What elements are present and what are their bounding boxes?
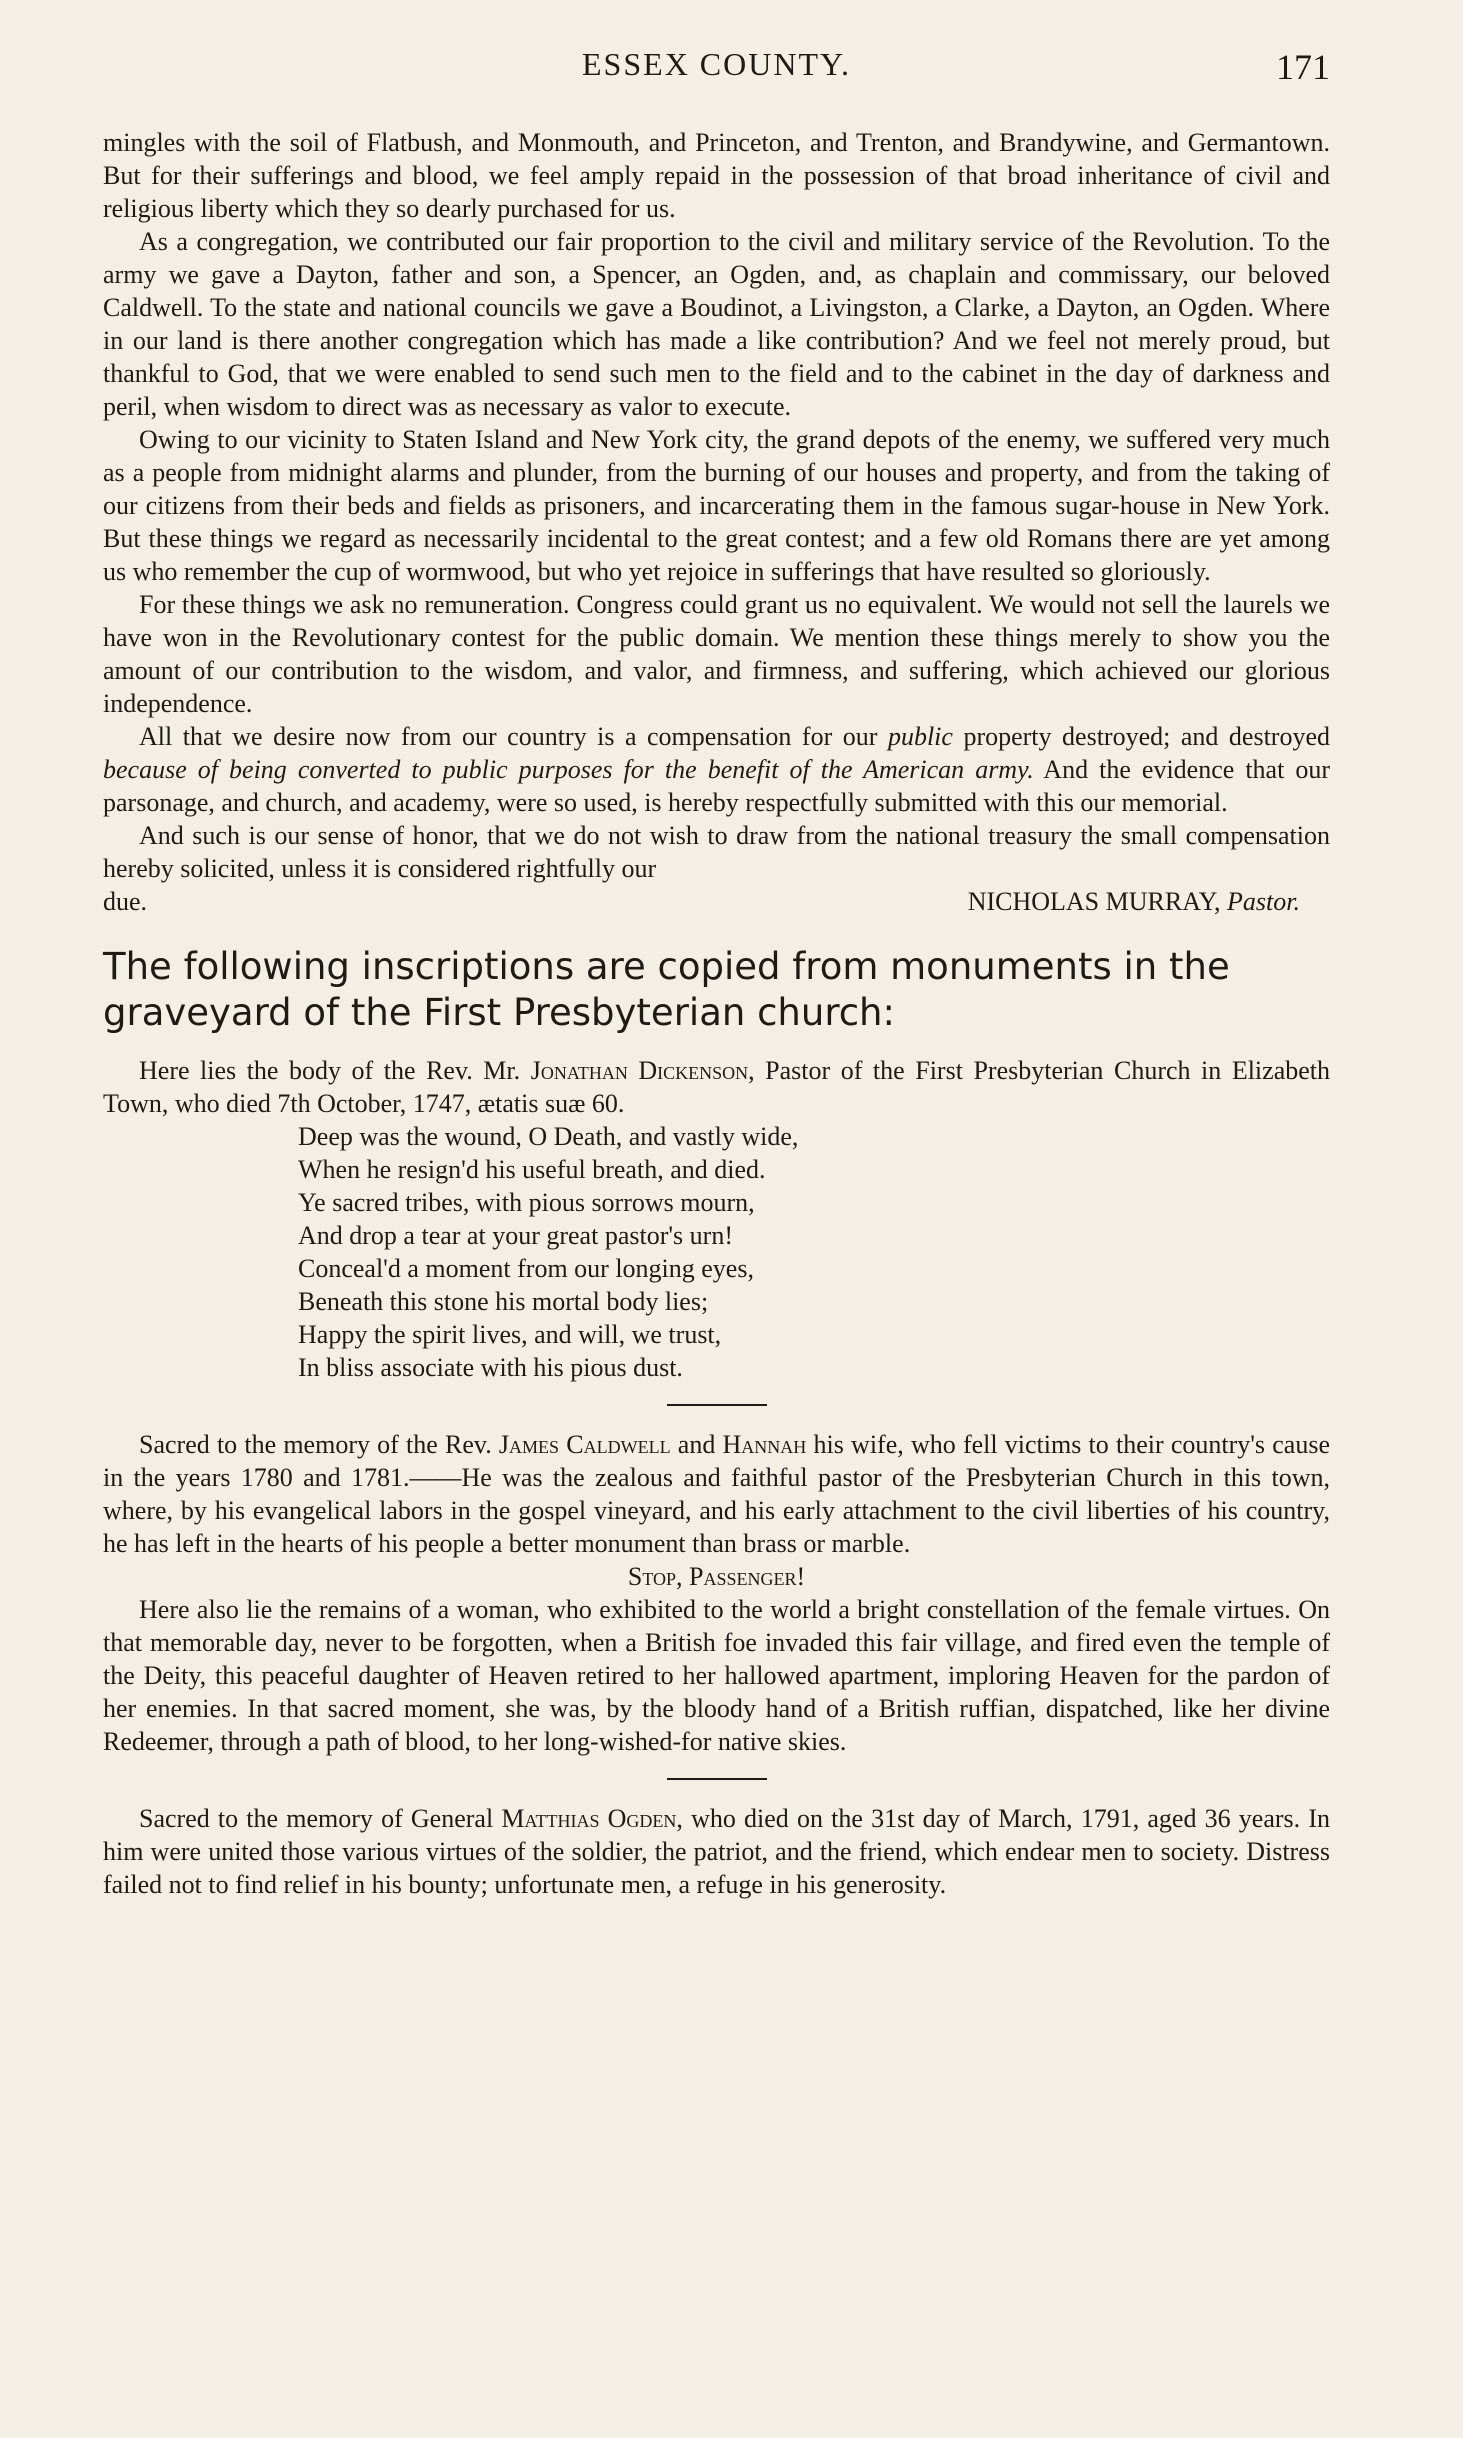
memorial-p6-end: due.: [103, 887, 148, 916]
section-divider: [667, 1404, 767, 1406]
signature: [968, 885, 1330, 918]
memorial-paragraph-2: As a congregation, we contributed our fair proportion to the civil and military service of the Revolution. To the army we gave a Dayton, father and son, a Spencer, an Ogden, and, as chaplain and commissary, our beloved Caldwell. To the state and national councils we gave a Boudinot, a Livingston, a Clarke, a Dayton, an Ogden. Where in our land is there another congregation which has made a like contribution? And we feel not merely proud, but thankful to God, that we were enabled to send such men to the field and to the cabinet in the day of darkness and peril, when wisdom to direct was as necessary as valor to execute.: [103, 227, 1330, 421]
section-divider: [667, 1778, 767, 1780]
memorial-p5-italic-public: public: [887, 722, 953, 751]
inscription2-text-a: Sacred to the memory of the Rev.: [139, 1430, 499, 1459]
inscriptions-heading: The following inscriptions are copied from monuments in the graveyard of the First Presbyterian church:: [103, 945, 1230, 1034]
poem-line: When he resign'd his useful breath, and died.: [298, 1155, 766, 1184]
running-title: ESSEX COUNTY.: [582, 46, 851, 82]
memorial-p5-text-c: property destroyed; and destroyed: [952, 722, 1330, 751]
inscription2-name-james: James Caldwell: [498, 1430, 671, 1459]
stop-passenger: Stop, Passenger!: [627, 1562, 806, 1591]
inscription3-text-a: Sacred to the memory of General: [139, 1804, 502, 1833]
poem-line: Conceal'd a moment from our longing eyes,: [298, 1254, 754, 1283]
inscription1-text-b: , Pastor of the First Presbyterian Church in Elizabeth Town, who died 7th October, 1747, ætatis suæ 60.: [103, 1056, 1330, 1118]
inscription-caldwell: [103, 1428, 1330, 1560]
inscription3-text-b: , who died on the 31st day of March, 1791, aged 36 years. In him were united those various virtues of the soldier, the patriot, and the friend, which endear men to society. Distress failed not to find relief in his bounty; unfortunate men, a refuge in his generosity.: [103, 1804, 1330, 1899]
epitaph-poem: [298, 1120, 1330, 1384]
memorial-paragraph-4: For these things we ask no remuneration. Congress could grant us no equivalent. We would not sell the laurels we have won in the Revolutionary contest for the public domain. We mention these things merely to show you the amount of our contribution to the wisdom, and valor, and firmness, and suffering, which achieved our glorious independence.: [103, 590, 1330, 718]
poem-line: Happy the spirit lives, and will, we trust,: [298, 1320, 722, 1349]
inscription1-text-a: Here lies the body of the Rev. Mr.: [139, 1056, 531, 1085]
inscription1-name: Jonathan Dickenson: [530, 1056, 749, 1085]
inscription-dickenson: [103, 1054, 1330, 1120]
memorial-paragraph-3: Owing to our vicinity to Staten Island and New York city, the grand depots of the enemy, we suffered very much as a people from midnight alarms and plunder, from the burning of our houses and property, and from the taking of our citizens from their beds and fields as prisoners, and incarcerating them in the famous sugar-house in New York. But these things we regard as necessarily incidental to the great contest; and a few old Romans there are yet among us who remember the cup of wormwood, but who yet rejoice in sufferings that have resulted so gloriously.: [103, 425, 1330, 586]
page-number: 171: [1276, 47, 1330, 87]
page-body: [103, 126, 1330, 1901]
signature-name: NICHOLAS MURRAY,: [967, 887, 1221, 916]
inscription3-name: Matthias Ogden: [501, 1804, 677, 1833]
memorial-paragraph-5: [103, 720, 1330, 819]
poem-line: Deep was the wound, O Death, and vastly wide,: [298, 1122, 799, 1151]
inscription-ogden: [103, 1802, 1330, 1901]
page-header: [103, 40, 1330, 90]
inscription-hannah: Here also lie the remains of a woman, who exhibited to the world a bright constellation of the female virtues. On that memorable day, never to be forgotten, when a British foe invaded this fair village, and fired even the temple of the Deity, this peaceful daughter of Heaven retired to her hallowed apartment, imploring Heaven for the pardon of her enemies. In that sacred moment, she was, by the bloody hand of a British ruffian, dispatched, like her divine Redeemer, through a path of blood, to her long-wished-for native skies.: [103, 1595, 1330, 1756]
memorial-p5-text-a: All that we desire now from our country is a compensation for our: [139, 722, 888, 751]
memorial-paragraph-1: mingles with the soil of Flatbush, and Monmouth, and Princeton, and Trenton, and Brandywine, and Germantown. But for their sufferings and blood, we feel amply repaid in the possession of that broad inheritance of civil and religious liberty which they so dearly purchased for us.: [103, 128, 1330, 223]
inscription2-name-hannah: Hannah: [722, 1430, 807, 1459]
poem-line: Beneath this stone his mortal body lies;: [298, 1287, 709, 1316]
memorial-p5-italic-purposes: because of being converted to public purposes for the benefit of the American army.: [103, 755, 1034, 784]
inscription2-text-b: and: [670, 1430, 723, 1459]
poem-line: Ye sacred tribes, with pious sorrows mourn,: [298, 1188, 755, 1217]
inscription2-text-c: his wife, who fell victims to their country's cause in the years 1780 and 1781.——He was the zealous and faithful pastor of the Presbyterian Church in this town, where, by his evangelical labors in the gospel vineyard, and his early attachment to the civil liberties of his country, he has left in the hearts of his people a better monument than brass or marble.: [103, 1430, 1330, 1558]
signature-title: Pastor.: [1227, 887, 1300, 916]
memorial-p5-text-e: And the evidence that our parsonage, and church, and academy, were so used, is hereby respectfully submitted with this our memorial.: [103, 755, 1330, 817]
poem-line: In bliss associate with his pious dust.: [298, 1353, 683, 1382]
memorial-paragraph-6: And such is our sense of honor, that we do not wish to draw from the national treasury the small compensation hereby solicited, unless it is considered rightfully our: [103, 821, 1330, 883]
poem-line: And drop a tear at your great pastor's urn!: [298, 1221, 733, 1250]
signature-line: [103, 885, 1330, 918]
